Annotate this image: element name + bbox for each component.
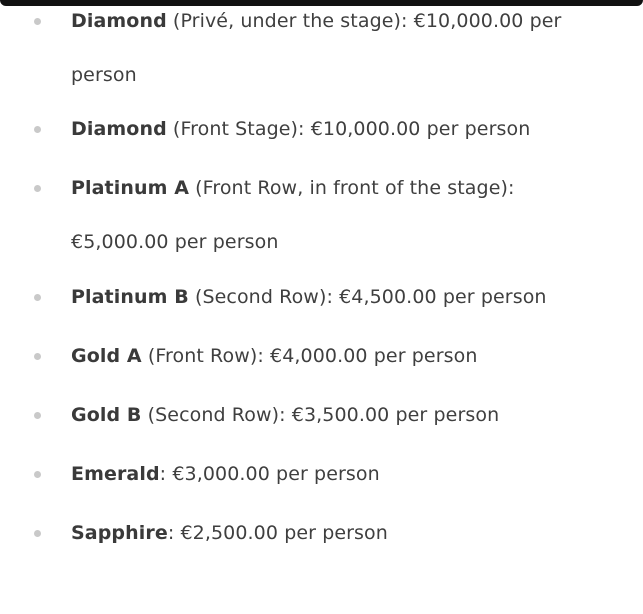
bullet-icon (34, 185, 41, 192)
tier-name: Platinum B (71, 286, 189, 308)
tier-name: Platinum A (71, 177, 190, 199)
tier-name: Emerald (71, 463, 160, 485)
bullet-icon (34, 353, 41, 360)
tier-details: : €3,000.00 per person (159, 463, 380, 485)
bullet-icon (34, 294, 41, 301)
bullet-icon (34, 530, 41, 537)
bullet-icon (34, 412, 41, 419)
tier-details: (Front Stage): €10,000.00 per person (166, 118, 531, 140)
tier-name: Diamond (71, 118, 167, 140)
tier-details: (Front Row): €4,000.00 per person (141, 345, 478, 367)
bullet-icon (34, 471, 41, 478)
tier-details: (Front Row, in front of the stage): €5,000.00 per person (71, 177, 515, 253)
tier-details: (Second Row): €3,500.00 per person (141, 404, 500, 426)
bullet-icon (34, 18, 41, 25)
tier-name: Diamond (71, 10, 167, 32)
tier-name: Gold B (71, 404, 142, 426)
tier-name: Sapphire (71, 522, 168, 544)
tier-details: : €2,500.00 per person (167, 522, 388, 544)
tier-name: Gold A (71, 345, 142, 367)
bullet-icon (34, 126, 41, 133)
tier-details: (Second Row): €4,500.00 per person (188, 286, 547, 308)
tier-details: (Privé, under the stage): €10,000.00 per person (71, 10, 562, 86)
